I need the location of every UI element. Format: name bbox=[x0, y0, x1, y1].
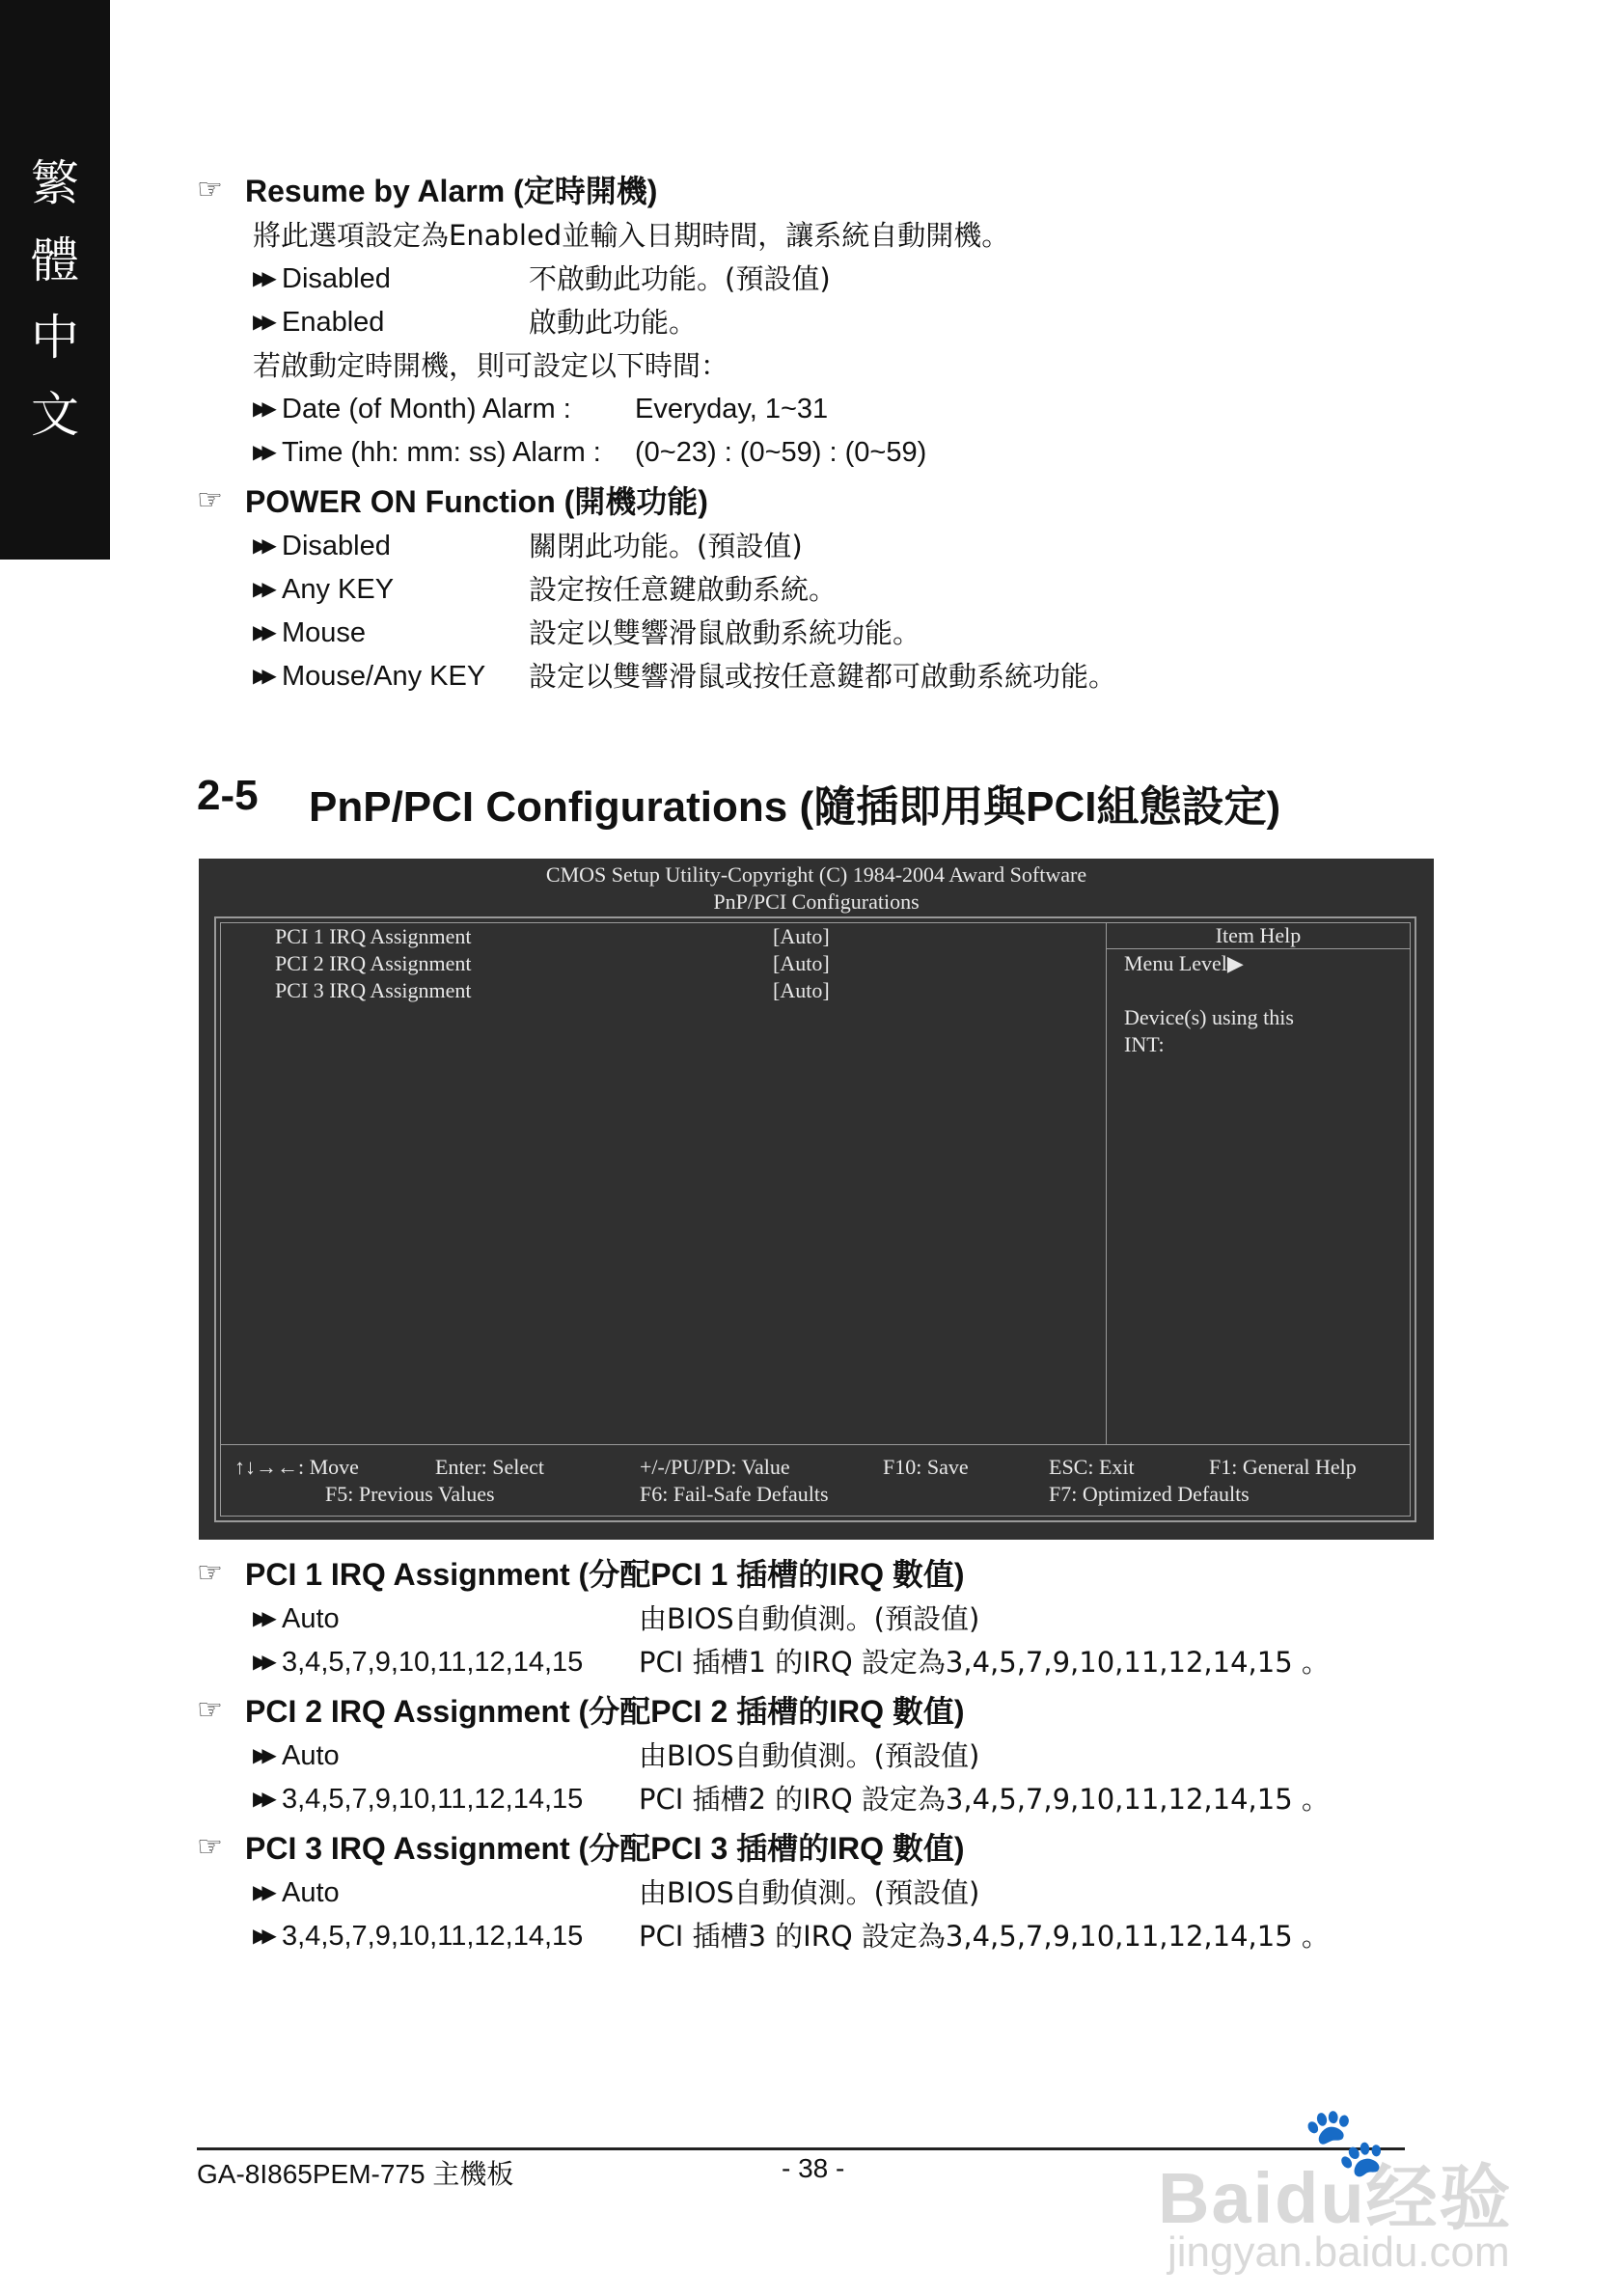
option-row bbox=[253, 1598, 1451, 1641]
help-text: INT: bbox=[1124, 1032, 1165, 1056]
key-save: F10: Save bbox=[883, 1455, 969, 1479]
option-name: 3,4,5,7,9,10,11,12,14,15 bbox=[282, 1784, 584, 1815]
top-content bbox=[197, 164, 1451, 698]
language-char: 體 bbox=[31, 232, 79, 288]
pci3-heading bbox=[197, 1821, 1451, 1872]
language-char: 中 bbox=[31, 310, 79, 366]
option-name: Any KEY bbox=[282, 574, 395, 605]
option-desc: 由BIOS自動偵測。(預設值) bbox=[639, 1602, 980, 1635]
watermark-brand: Baidu经验 bbox=[1158, 2158, 1513, 2238]
watermark-url: jingyan.baidu.com bbox=[1168, 2228, 1510, 2276]
resume-heading bbox=[197, 164, 1451, 214]
option-desc: PCI 插槽1 的IRQ 設定為3,4,5,7,9,10,11,12,14,15 。 bbox=[639, 1646, 1330, 1679]
pci1-title: PCI 1 IRQ Assignment (分配PCI 1 插槽的IRQ 數值) bbox=[245, 1557, 965, 1592]
bios-title: CMOS Setup Utility-Copyright (C) 1984-2004 Award Software bbox=[545, 862, 1087, 887]
footer-model: GA-8I865PEM-775 主機板 bbox=[197, 2159, 514, 2189]
option-row bbox=[253, 431, 1451, 475]
double-arrow-icon bbox=[253, 568, 282, 612]
key-optimized: F7: Optimized Defaults bbox=[1049, 1482, 1250, 1506]
option-name: Disabled bbox=[282, 531, 391, 561]
option-row bbox=[253, 1915, 1451, 1958]
option-row bbox=[253, 388, 1451, 431]
option-name: Auto bbox=[282, 1603, 340, 1634]
power-on-title: POWER ON Function (開機功能) bbox=[245, 484, 708, 519]
option-desc: 由BIOS自動偵測。(預設值) bbox=[639, 1739, 980, 1772]
option-row bbox=[253, 655, 1451, 698]
option-desc: 設定以雙響滑鼠或按任意鍵都可啟動系統功能。 bbox=[529, 660, 1117, 693]
option-desc: PCI 插槽2 的IRQ 設定為3,4,5,7,9,10,11,12,14,15 。 bbox=[639, 1783, 1330, 1816]
bios-subtitle: PnP/PCI Configurations bbox=[713, 889, 920, 914]
option-name: Mouse/Any KEY bbox=[282, 661, 486, 692]
option-desc: 不啟動此功能。(預設值) bbox=[529, 262, 831, 295]
bios-inner-frame bbox=[220, 922, 1411, 1517]
option-row bbox=[253, 612, 1451, 655]
option-name: Date (of Month) Alarm : bbox=[282, 394, 571, 424]
double-arrow-icon bbox=[253, 388, 282, 431]
option-desc: (0~23) : (0~59) : (0~59) bbox=[635, 437, 927, 468]
bios-value-pci1[interactable]: [Auto] bbox=[773, 924, 830, 948]
section-number: 2-5 bbox=[197, 772, 259, 819]
pci-content bbox=[197, 1547, 1451, 1958]
key-failsafe: F6: Fail-Safe Defaults bbox=[640, 1482, 829, 1506]
double-arrow-icon bbox=[253, 1641, 282, 1684]
option-row bbox=[253, 1735, 1451, 1778]
bios-value-pci3[interactable]: [Auto] bbox=[773, 978, 830, 1002]
option-desc: 啟動此功能。 bbox=[529, 306, 698, 339]
double-arrow-icon bbox=[253, 1735, 282, 1778]
option-desc: Everyday, 1~31 bbox=[635, 394, 829, 424]
bios-frame bbox=[214, 916, 1416, 1522]
option-row bbox=[253, 1872, 1451, 1915]
pointing-hand-icon bbox=[197, 483, 245, 517]
key-exit: ESC: Exit bbox=[1049, 1455, 1135, 1479]
option-name: Auto bbox=[282, 1740, 340, 1771]
help-text: Device(s) using this bbox=[1124, 1005, 1294, 1029]
pointing-hand-icon bbox=[197, 1830, 245, 1864]
bios-screen bbox=[199, 859, 1434, 1540]
language-tab bbox=[0, 0, 110, 560]
pci2-title: PCI 2 IRQ Assignment (分配PCI 2 插槽的IRQ 數值) bbox=[245, 1694, 965, 1729]
bios-item-pci1[interactable]: PCI 1 IRQ Assignment bbox=[275, 924, 472, 948]
power-on-heading bbox=[197, 475, 1451, 525]
double-arrow-icon bbox=[253, 525, 282, 568]
item-help-title: Item Help bbox=[1107, 923, 1410, 949]
menu-level: Menu Level▶ bbox=[1124, 951, 1244, 975]
alarm-description: 若啟動定時開機，則可設定以下時間： bbox=[253, 349, 729, 382]
option-row bbox=[253, 1641, 1451, 1684]
double-arrow-icon bbox=[253, 1598, 282, 1641]
option-row bbox=[253, 258, 1451, 301]
language-char: 文 bbox=[31, 387, 79, 443]
double-arrow-icon bbox=[253, 258, 282, 301]
resume-title: Resume by Alarm (定時開機) bbox=[245, 174, 658, 208]
language-char: 繁 bbox=[31, 155, 79, 211]
key-previous: F5: Previous Values bbox=[325, 1482, 495, 1506]
section-title bbox=[197, 772, 1280, 834]
double-arrow-icon bbox=[253, 1915, 282, 1958]
pci2-heading bbox=[197, 1684, 1451, 1735]
paw-logo-icon: 🐾 bbox=[1303, 2104, 1387, 2179]
key-enter: Enter: Select bbox=[435, 1455, 545, 1479]
option-desc: 設定按任意鍵啟動系統。 bbox=[529, 573, 838, 606]
option-row bbox=[253, 1778, 1451, 1821]
option-name: Auto bbox=[282, 1877, 340, 1908]
option-row bbox=[253, 568, 1451, 612]
double-arrow-icon bbox=[253, 612, 282, 655]
pointing-hand-icon bbox=[197, 173, 245, 206]
pci3-title: PCI 3 IRQ Assignment (分配PCI 3 插槽的IRQ 數值) bbox=[245, 1831, 965, 1866]
section-heading: PnP/PCI Configurations (隨插即用與PCI組態設定) bbox=[309, 783, 1281, 831]
option-name: Time (hh: mm: ss) Alarm : bbox=[282, 437, 601, 468]
option-desc: 設定以雙響滑鼠啟動系統功能。 bbox=[529, 616, 921, 649]
option-name: Mouse bbox=[282, 617, 367, 648]
option-name: Enabled bbox=[282, 307, 385, 338]
option-name: 3,4,5,7,9,10,11,12,14,15 bbox=[282, 1647, 584, 1678]
option-desc: PCI 插槽3 的IRQ 設定為3,4,5,7,9,10,11,12,14,15 。 bbox=[639, 1920, 1330, 1953]
double-arrow-icon bbox=[253, 655, 282, 698]
key-value: +/-/PU/PD: Value bbox=[640, 1455, 790, 1479]
bios-value-pci2[interactable]: [Auto] bbox=[773, 951, 830, 975]
page-number: - 38 - bbox=[782, 2153, 845, 2183]
option-row bbox=[253, 301, 1451, 344]
resume-description: 將此選項設定為Enabled並輸入日期時間，讓系統自動開機。 bbox=[253, 219, 1010, 252]
double-arrow-icon bbox=[253, 431, 282, 475]
option-name: 3,4,5,7,9,10,11,12,14,15 bbox=[282, 1921, 584, 1952]
option-desc: 由BIOS自動偵測。(預設值) bbox=[639, 1876, 980, 1909]
pci1-heading bbox=[197, 1547, 1451, 1598]
help-divider bbox=[1106, 923, 1107, 1444]
double-arrow-icon bbox=[253, 1872, 282, 1915]
bios-item-pci3[interactable]: PCI 3 IRQ Assignment bbox=[275, 978, 472, 1002]
keys-divider bbox=[221, 1444, 1410, 1445]
bios-item-pci2[interactable]: PCI 2 IRQ Assignment bbox=[275, 951, 472, 975]
key-move: ↑↓→←: Move bbox=[234, 1455, 359, 1479]
option-desc: 關閉此功能。(預設值) bbox=[529, 530, 803, 562]
pointing-hand-icon bbox=[197, 1556, 245, 1590]
key-help: F1: General Help bbox=[1209, 1455, 1357, 1479]
pointing-hand-icon bbox=[197, 1693, 245, 1727]
double-arrow-icon bbox=[253, 301, 282, 344]
option-row bbox=[253, 525, 1451, 568]
double-arrow-icon bbox=[253, 1778, 282, 1821]
option-name: Disabled bbox=[282, 263, 391, 294]
